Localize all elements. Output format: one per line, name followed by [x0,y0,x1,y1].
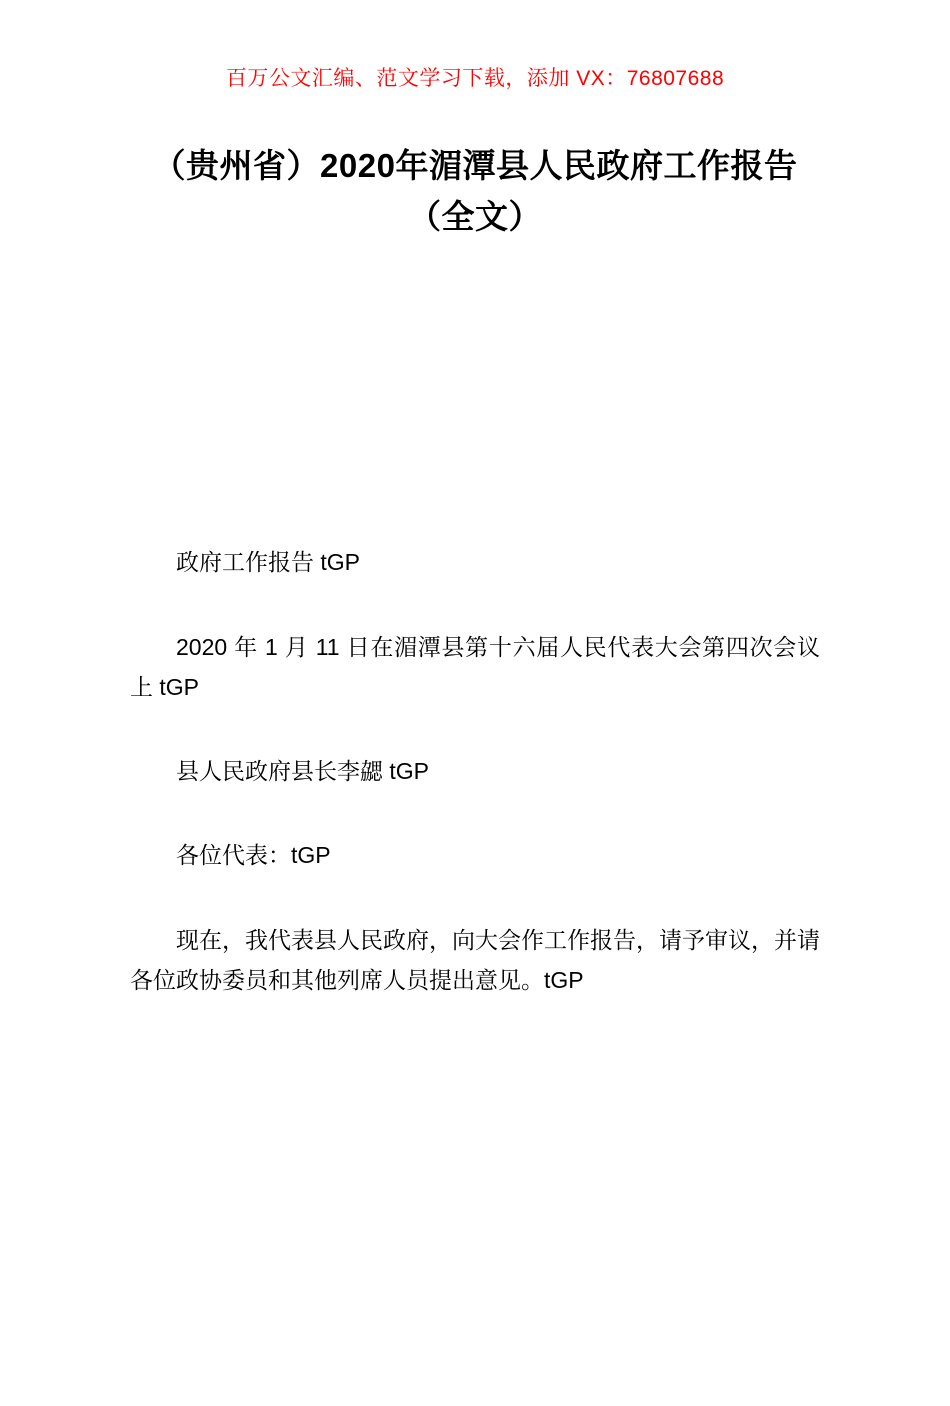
page-title: （贵州省）2020年湄潭县人民政府工作报告（全文） [152,147,798,236]
body-paragraph: 各位代表：tGP [176,842,331,869]
promo-banner: 百万公文汇编、范文学习下载，添加 VX：76807688 [225,67,725,90]
body-paragraph: 县人民政府县长李勰 tGP [176,758,430,785]
document-body [130,542,820,1000]
body-paragraph: 政府工作报告 tGP [176,549,361,576]
body-paragraph: 现在，我代表县人民政府，向大会作工作报告，请予审议，并请各位政协委员和其他列席人员提出意见。tGP [130,926,820,993]
body-paragraph: 2020 年 1 月 11 日在湄潭县第十六届人民代表大会第四次会议上 tGP [130,633,820,700]
document-page [0,62,950,1406]
